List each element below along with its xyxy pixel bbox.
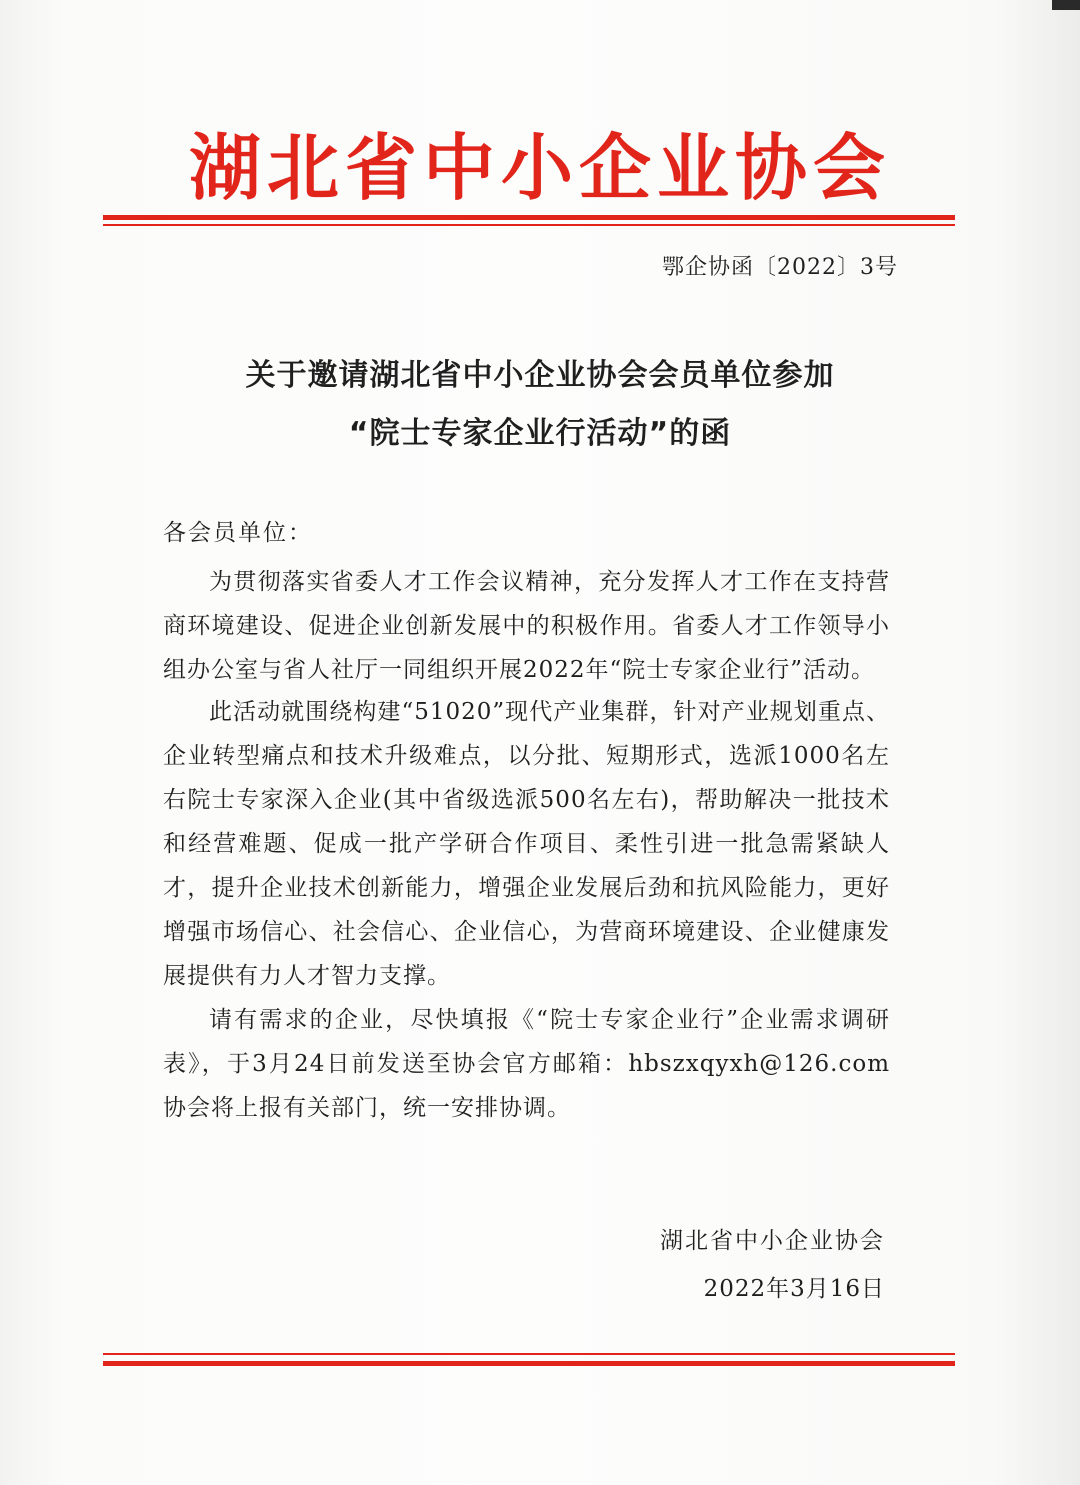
- body-paragraph-2: 此活动就围绕构建“51020”现代产业集群，针对产业规划重点、企业转型痛点和技术升级难点，以分批、短期形式，选派1000名左右院士专家深入企业(其中省级选派500名左右)，帮助解决一批技术和经营难题、促成一批产学研合作项目、柔性引进一批急需紧缺人才，提升企业技术创新能力，增强企业发展后劲和抗风险能力，更好增强市场信心、社会信心、企业信心，为营商环境建设、企业健康发展提供有力人才智力支撑。: [163, 699, 890, 989]
- footer-red-rule-thick: [103, 1361, 955, 1366]
- letterhead-org-name: 湖北省中小企业协会: [188, 126, 891, 210]
- salutation: 各会员单位：: [163, 520, 313, 546]
- document-title-line-2: “院士专家企业行活动”的函: [348, 416, 732, 451]
- document-number: 鄂企协函〔2022〕3号: [662, 255, 898, 280]
- signature-date: 2022年3月16日: [703, 1276, 885, 1302]
- scan-corner-mark: [1052, 0, 1080, 10]
- document-title-line-1: 关于邀请湖北省中小企业协会会员单位参加: [245, 358, 835, 393]
- header-red-rule-thin: [103, 224, 955, 226]
- body-paragraph-3: 请有需求的企业，尽快填报《“院士专家企业行”企业需求调研表》，于3月24日前发送至协会官方邮箱：hbszxqyxh@126.com 协会将上报有关部门，统一安排协调。: [163, 1007, 890, 1121]
- signature-organization: 湖北省中小企业协会: [660, 1228, 885, 1254]
- footer-red-rule-thin: [103, 1353, 955, 1355]
- header-red-rule-thick: [103, 215, 955, 220]
- body-paragraph-1: 为贯彻落实省委人才工作会议精神，充分发挥人才工作在支持营商环境建设、促进企业创新发展中的积极作用。省委人才工作领导小组办公室与省人社厅一同组织开展2022年“院士专家企业行”活动。: [163, 569, 890, 683]
